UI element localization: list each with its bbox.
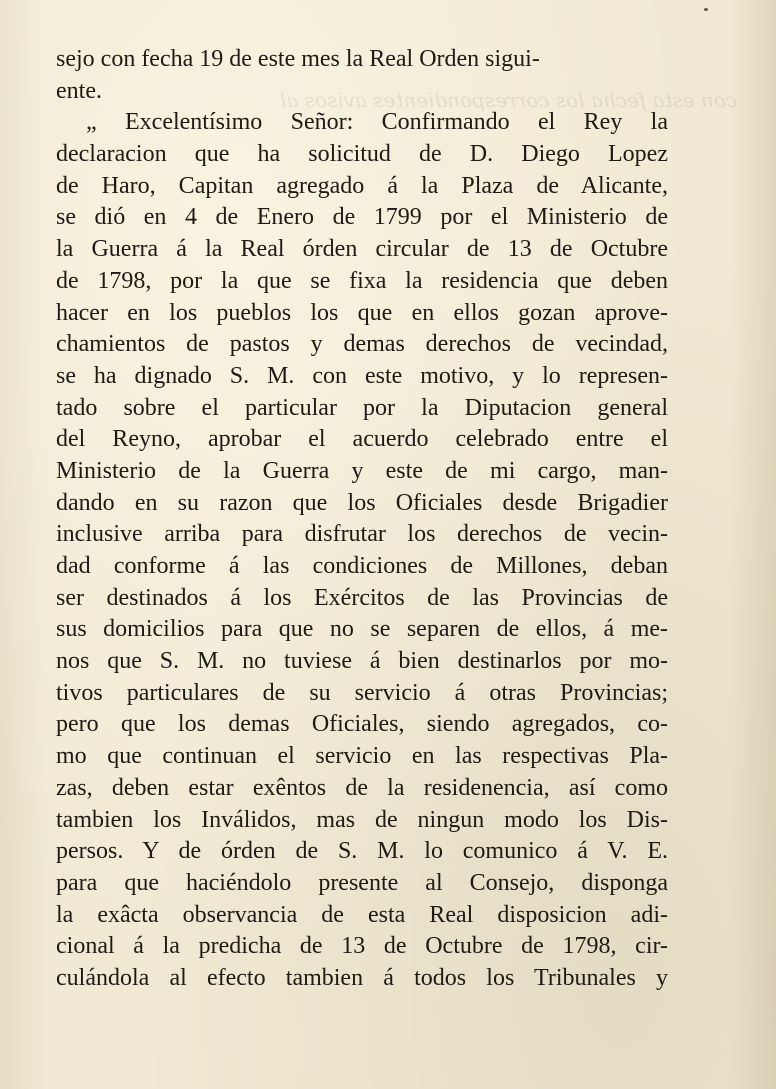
text-line: la Guerra á la Real órden circular de 13 de Octubre bbox=[56, 236, 668, 263]
text-line: pero que los demas Oficiales, siendo agregados, co- bbox=[56, 711, 668, 738]
text-line: tivos particulares de su servicio á otras Provincias; bbox=[56, 679, 668, 706]
page-text bbox=[56, 44, 668, 995]
text-line: zas, deben estar exêntos de la residenencia, así como bbox=[56, 774, 668, 801]
ink-speck bbox=[704, 8, 708, 11]
text-line: dad conforme á las condiciones de Millones, deban bbox=[56, 553, 668, 579]
text-line: se ha dignado S. M. con este motivo, y lo represen- bbox=[56, 362, 668, 389]
text-line: cional á la predicha de 13 de Octubre de 1798, cir- bbox=[56, 933, 668, 960]
text-line: sus domicilios para que no se separen de ellos, á me- bbox=[56, 616, 668, 643]
text-line: nos que S. M. no tuviese á bien destinarlos por mo- bbox=[56, 648, 668, 675]
text-line: del Reyno, aprobar el acuerdo celebrado entre el bbox=[56, 426, 668, 453]
text-line: de 1798, por la que se fixa la residencia que deben bbox=[56, 267, 668, 294]
text-line: tado sobre el particular por la Diputacion general bbox=[56, 394, 668, 421]
text-line: ente. bbox=[56, 77, 102, 104]
text-line: la exâcta observancia de esta Real disposicion adi- bbox=[56, 901, 668, 928]
text-line: declaracion que ha solicitud de D. Diego Lopez bbox=[56, 141, 668, 168]
text-line: persos. Y de órden de S. M. lo comunico á V. E. bbox=[56, 838, 668, 865]
text-line: culándola al efecto tambien á todos los Tribunales y bbox=[56, 964, 668, 991]
text-line: para que haciéndolo presente al Consejo, disponga bbox=[56, 869, 668, 896]
text-line: hacer en los pueblos los que en ellos gozan aprove- bbox=[56, 299, 668, 326]
text-line: tambien los Inválidos, mas de ningun modo los Dis- bbox=[56, 806, 668, 833]
text-line: sejo con fecha 19 de este mes la Real Orden sigui- bbox=[56, 46, 540, 72]
text-line: se dió en 4 de Enero de 1799 por el Ministerio de bbox=[56, 204, 668, 231]
text-line: Ministerio de la Guerra y este de mi cargo, man- bbox=[56, 457, 668, 484]
text-line: de Haro, Capitan agregado á la Plaza de Alicante, bbox=[56, 172, 668, 199]
bleed-through-texture: con esta fecha los correspondientes avisos al bbox=[280, 88, 738, 112]
text-line: chamientos de pastos y demas derechos de vecindad, bbox=[56, 331, 668, 358]
text-line: inclusive arriba para disfrutar los derechos de vecin- bbox=[56, 521, 668, 548]
text-line: dando en su razon que los Oficiales desde Brigadier bbox=[56, 489, 668, 516]
text-line: „ Excelentísimo Señor: Confirmando el Rey la bbox=[86, 109, 668, 136]
text-line: mo que continuan el servicio en las respectivas Pla- bbox=[56, 743, 668, 770]
text-line: ser destinados á los Exércitos de las Provincias de bbox=[56, 584, 668, 611]
